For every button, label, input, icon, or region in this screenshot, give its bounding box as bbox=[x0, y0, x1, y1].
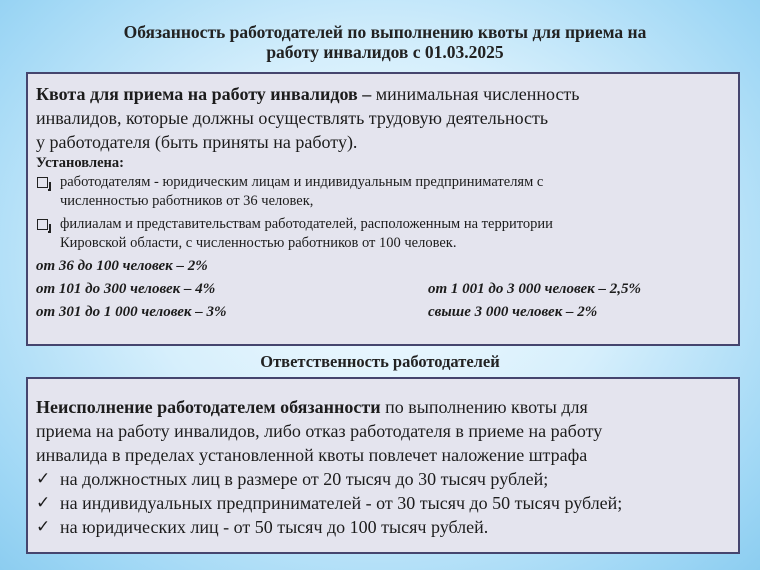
rate-3: от 1 001 до 3 000 человек – 2,5% bbox=[428, 281, 641, 297]
bullet-2-line-1: филиалам и представительствам работодателей, расположенным на территории bbox=[60, 216, 553, 232]
list-item bbox=[36, 491, 730, 515]
definition-text-2: инвалидов, которые должны осуществлять трудовую деятельность bbox=[36, 108, 549, 128]
fine-2: на индивидуальных предпринимателей - от 30 тысяч до 50 тысяч рублей; bbox=[60, 493, 623, 513]
bullet-1-line-1: работодателям - юридическим лицам и индивидуальным предпринимателям с bbox=[60, 174, 544, 190]
checkmark-icon: ✓ bbox=[36, 493, 51, 512]
definition-term: Квота для приема на работу инвалидов – bbox=[36, 84, 372, 104]
list-item bbox=[36, 173, 730, 211]
fine-1: на должностных лиц в размере от 20 тысяч до 30 тысяч рублей; bbox=[60, 469, 549, 489]
lead-text-1: по выполнению квоты для bbox=[380, 397, 588, 417]
rate-5: свыше 3 000 человек – 2% bbox=[428, 304, 598, 320]
quota-box bbox=[26, 72, 740, 346]
title-line-2: работу инвалидов с 01.03.2025 bbox=[266, 42, 504, 62]
page-title bbox=[40, 22, 730, 62]
lead-text-2: приема на работу инвалидов, либо отказ работодателя в приеме на работу bbox=[36, 421, 603, 441]
title-line-1: Обязанность работодателей по выполнению квоты для приема на bbox=[123, 22, 647, 42]
responsibility-text bbox=[36, 395, 730, 467]
definition-text-1: минимальная численность bbox=[371, 84, 580, 104]
definition-text-3: у работодателя (быть приняты на работу). bbox=[36, 132, 358, 152]
list-item bbox=[36, 515, 730, 539]
rate-2: от 101 до 300 человек – 4% bbox=[36, 281, 216, 297]
lead-bold: Неисполнение работодателем обязанности bbox=[36, 397, 381, 417]
list-item bbox=[36, 215, 730, 253]
bullet-2-line-2: Кировской области, с численностью работников от 100 человек. bbox=[60, 235, 457, 251]
bullet-1-line-2: численностью работников от 36 человек, bbox=[60, 193, 314, 209]
quota-rates bbox=[36, 255, 730, 324]
fine-3: на юридических лиц - от 50 тысяч до 100 тысяч рублей. bbox=[60, 517, 489, 537]
quota-definition bbox=[36, 82, 730, 154]
list-item bbox=[36, 467, 730, 491]
section-heading: Ответственность работодателей bbox=[260, 352, 500, 371]
rate-4: от 301 до 1 000 человек – 3% bbox=[36, 304, 227, 320]
checkmark-icon: ✓ bbox=[36, 469, 51, 488]
rate-1: от 36 до 100 человек – 2% bbox=[36, 258, 208, 274]
checkmark-icon: ✓ bbox=[36, 517, 51, 536]
responsibility-box bbox=[26, 377, 740, 554]
established-label: Установлена: bbox=[36, 155, 124, 171]
lead-text-3: инвалида в пределах установленной квоты повлечет наложение штрафа bbox=[36, 445, 588, 465]
